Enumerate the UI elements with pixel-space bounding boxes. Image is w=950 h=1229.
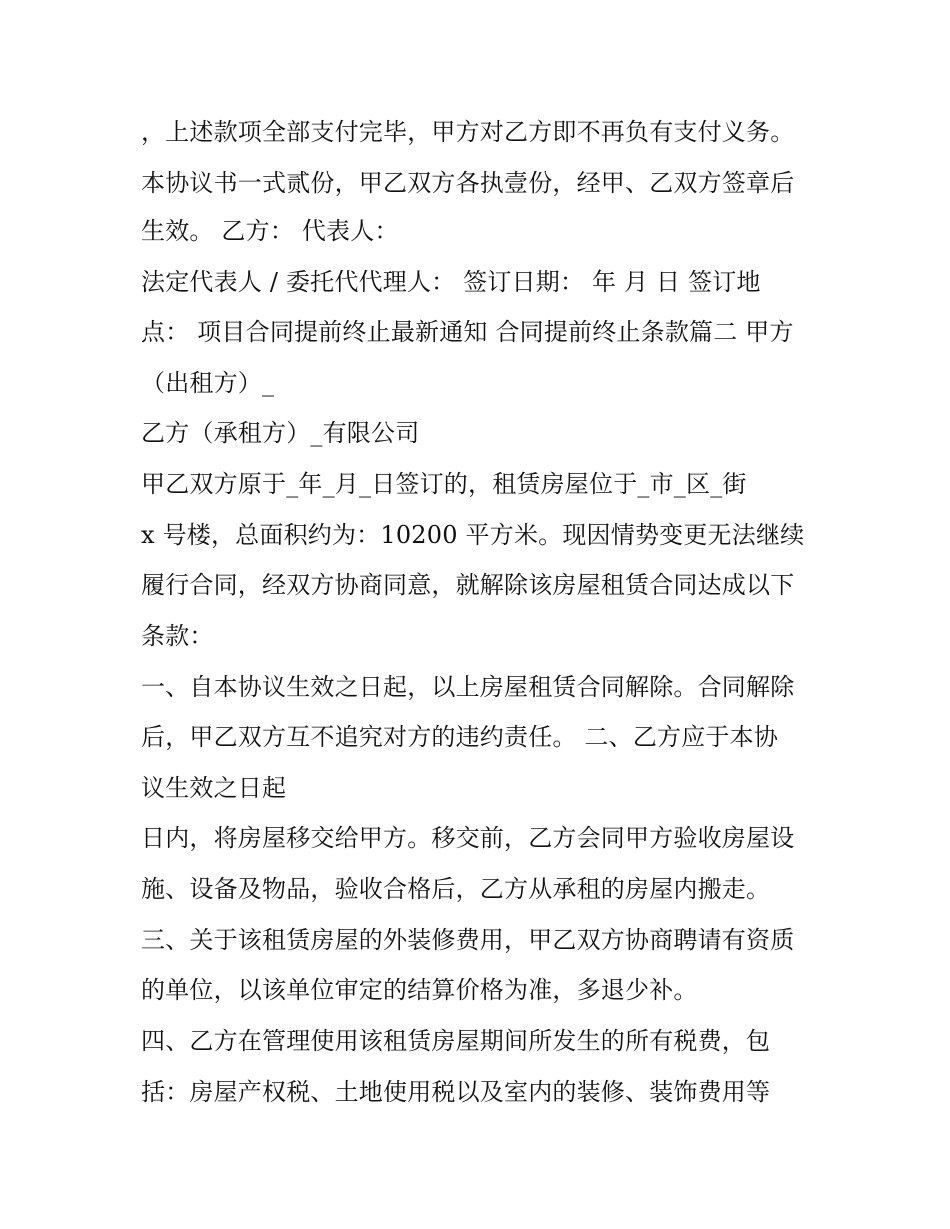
text-line: 施、设备及物品，验收合格后，乙方从承租的房屋内搬走。 — [141, 875, 771, 903]
text-line: 的单位，以该单位审定的结算价格为准，多退少补。 — [141, 976, 698, 1004]
text-line: x 号楼，总面积约为：10200 平方米。现因情势变更无法继续 — [141, 521, 805, 549]
text-line: 一、自本协议生效之日起，以上房屋租赁合同解除。合同解除 — [141, 673, 795, 701]
text-line: ，上述款项全部支付完毕，甲方对乙方即不再负有支付义务。 — [141, 118, 795, 146]
text-line: 履行合同，经双方协商同意，就解除该房屋租赁合同达成以下 — [141, 571, 795, 599]
text-line: 后，甲乙双方互不追究对方的违约责任。 二、乙方应于本协 — [141, 723, 779, 751]
text-line: 日内，将房屋移交给甲方。移交前，乙方会同甲方验收房屋设 — [141, 824, 795, 852]
text-line: 生效。 乙方： 代表人： — [141, 217, 399, 245]
text-line: 点： 项目合同提前终止最新通知 合同提前终止条款篇二 甲方 — [141, 318, 794, 346]
text-line: 法定代表人 / 委托代代理人： 签订日期： 年 月 日 签订地 — [141, 268, 761, 296]
text-line: 三、关于该租赁房屋的外装修费用，甲乙双方协商聘请有资质 — [141, 926, 795, 954]
text-line: 括：房屋产权税、土地使用税以及室内的装修、装饰费用等 — [141, 1078, 771, 1106]
text-line: 四、乙方在管理使用该租赁房屋期间所发生的所有税费，包 — [141, 1027, 771, 1055]
text-line: 本协议书一式贰份，甲乙双方各执壹份，经甲、乙双方签章后 — [141, 169, 795, 197]
text-line: 乙方（承租方）_有限公司 — [141, 419, 420, 447]
text-line: 甲乙双方原于_年_月_日签订的，租赁房屋位于_市_区_街 — [141, 470, 747, 498]
text-line: 条款： — [141, 622, 214, 650]
text-line: （出租方）_ — [141, 369, 275, 397]
text-line: 议生效之日起 — [141, 774, 287, 802]
